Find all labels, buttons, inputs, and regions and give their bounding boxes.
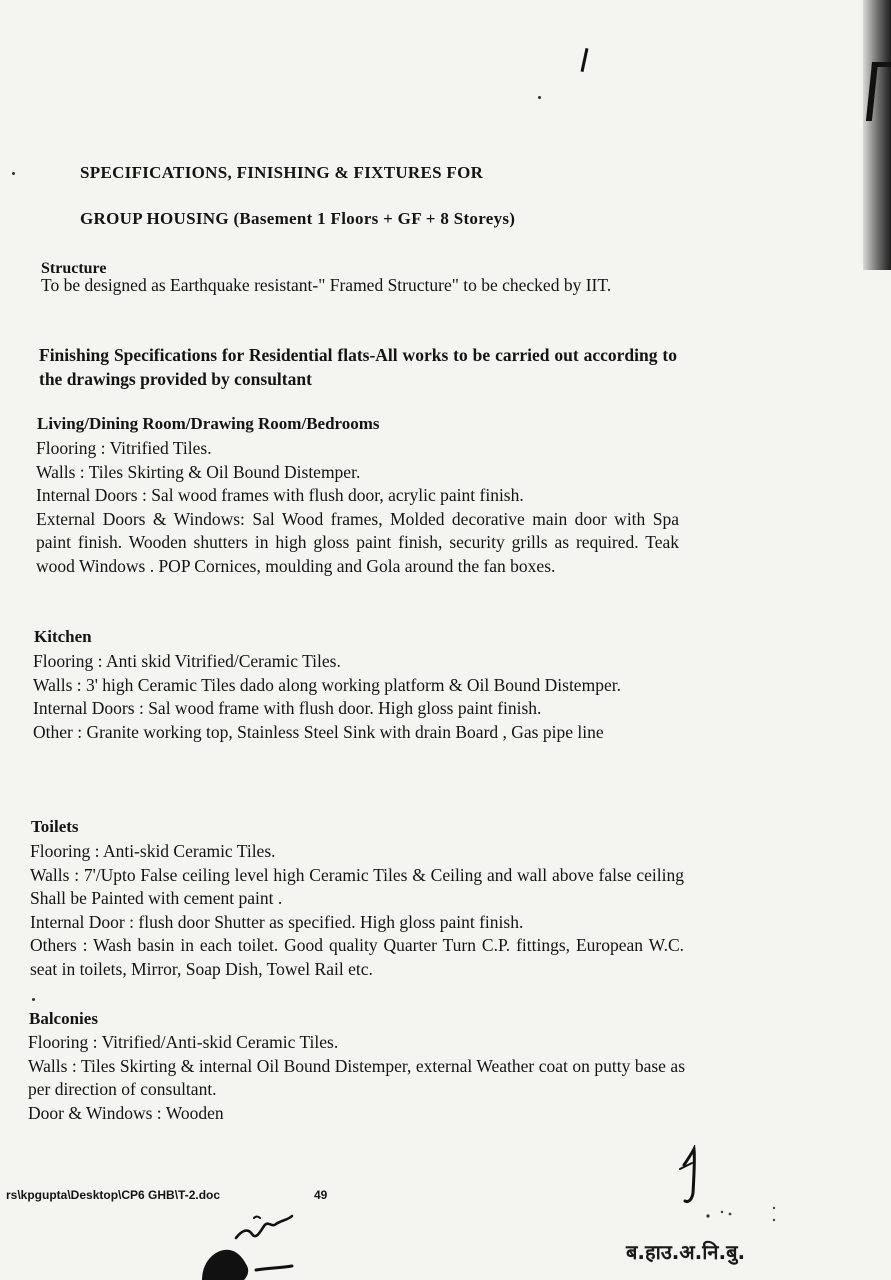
structure-heading: Structure	[41, 260, 107, 277]
office-stamp: ब.हाउ.अ.नि.बु.	[626, 1240, 746, 1264]
living-external-doors: External Doors & Windows: Sal Wood frames, Molded decorative main door with Spa paint finish. Wooden shutters in high gloss paint finish, security grills as required. Teak wood Windows . POP Cornices, moulding and Gola around the fan boxes.	[36, 508, 679, 576]
structure-text: To be designed as Earthquake resistant-" Framed Structure" to be checked by IIT.	[41, 275, 612, 295]
living-specs	[36, 437, 679, 578]
living-walls: Walls : Tiles Skirting & Oil Bound Distemper.	[36, 461, 361, 482]
scan-page-edge	[863, 0, 891, 270]
stamp-marks	[700, 1200, 780, 1230]
speck	[538, 96, 541, 99]
balconies-heading: Balconies	[29, 1009, 98, 1028]
kitchen-heading: Kitchen	[34, 627, 92, 646]
toilets-specs	[30, 840, 684, 981]
page-number: 49	[314, 1188, 328, 1202]
living-heading: Living/Dining Room/Drawing Room/Bedrooms	[37, 414, 380, 433]
kitchen-flooring: Flooring : Anti skid Vitrified/Ceramic Tiles.	[33, 651, 341, 671]
living-flooring: Flooring : Vitrified Tiles.	[36, 438, 212, 458]
kitchen-internal-doors: Internal Doors : Sal wood frame with flush door. High gloss paint finish.	[33, 698, 542, 718]
pen-mark	[581, 48, 589, 72]
speck	[12, 172, 15, 175]
kitchen-specs	[33, 650, 681, 744]
scan-edge-glyph	[866, 62, 891, 121]
toilets-walls: Walls : 7'/Upto False ceiling level high Ceramic Tiles & Ceiling and wall above false ceiling Shall be Painted with cement paint .	[30, 864, 684, 908]
footer-file-path: rs\kpgupta\Desktop\CP6 GHB\T-2.doc	[6, 1188, 221, 1202]
toilets-internal-door: Internal Door : flush door Shutter as specified. High gloss paint finish.	[30, 911, 524, 932]
kitchen-other: Other : Granite working top, Stainless Steel Sink with drain Board , Gas pipe line	[33, 721, 604, 742]
balconies-specs	[28, 1031, 685, 1125]
document-title-line-2: GROUP HOUSING (Basement 1 Floors + GF + 8 Storeys)	[80, 209, 516, 228]
toilets-flooring: Flooring : Anti-skid Ceramic Tiles.	[30, 841, 276, 861]
balconies-walls: Walls : Tiles Skirting & internal Oil Bound Distemper, external Weather coat on putty base as per direction of consultant.	[28, 1055, 686, 1099]
finishing-heading: Finishing Specifications for Residential flats-All works to be carried out according to the drawings provided by consultant	[39, 345, 677, 389]
speck	[32, 998, 35, 1001]
balconies-flooring: Flooring : Vitrified/Anti-skid Ceramic Tiles.	[28, 1032, 339, 1052]
kitchen-walls: Walls : 3' high Ceramic Tiles dado along working platform & Oil Bound Distemper.	[33, 674, 621, 695]
ink-blot	[198, 1238, 304, 1280]
toilets-others: Others : Wash basin in each toilet. Good quality Quarter Turn C.P. fittings, European W.C. seat in toilets, Mirror, Soap Dish, Towel Rail etc.	[30, 935, 684, 979]
balconies-doors-windows: Door & Windows : Wooden	[28, 1102, 224, 1123]
document-title-line-1: SPECIFICATIONS, FINISHING & FIXTURES FOR	[80, 163, 484, 182]
toilets-heading: Toilets	[31, 817, 79, 836]
living-internal-doors: Internal Doors : Sal wood frames with flush door, acrylic paint finish.	[36, 485, 524, 505]
